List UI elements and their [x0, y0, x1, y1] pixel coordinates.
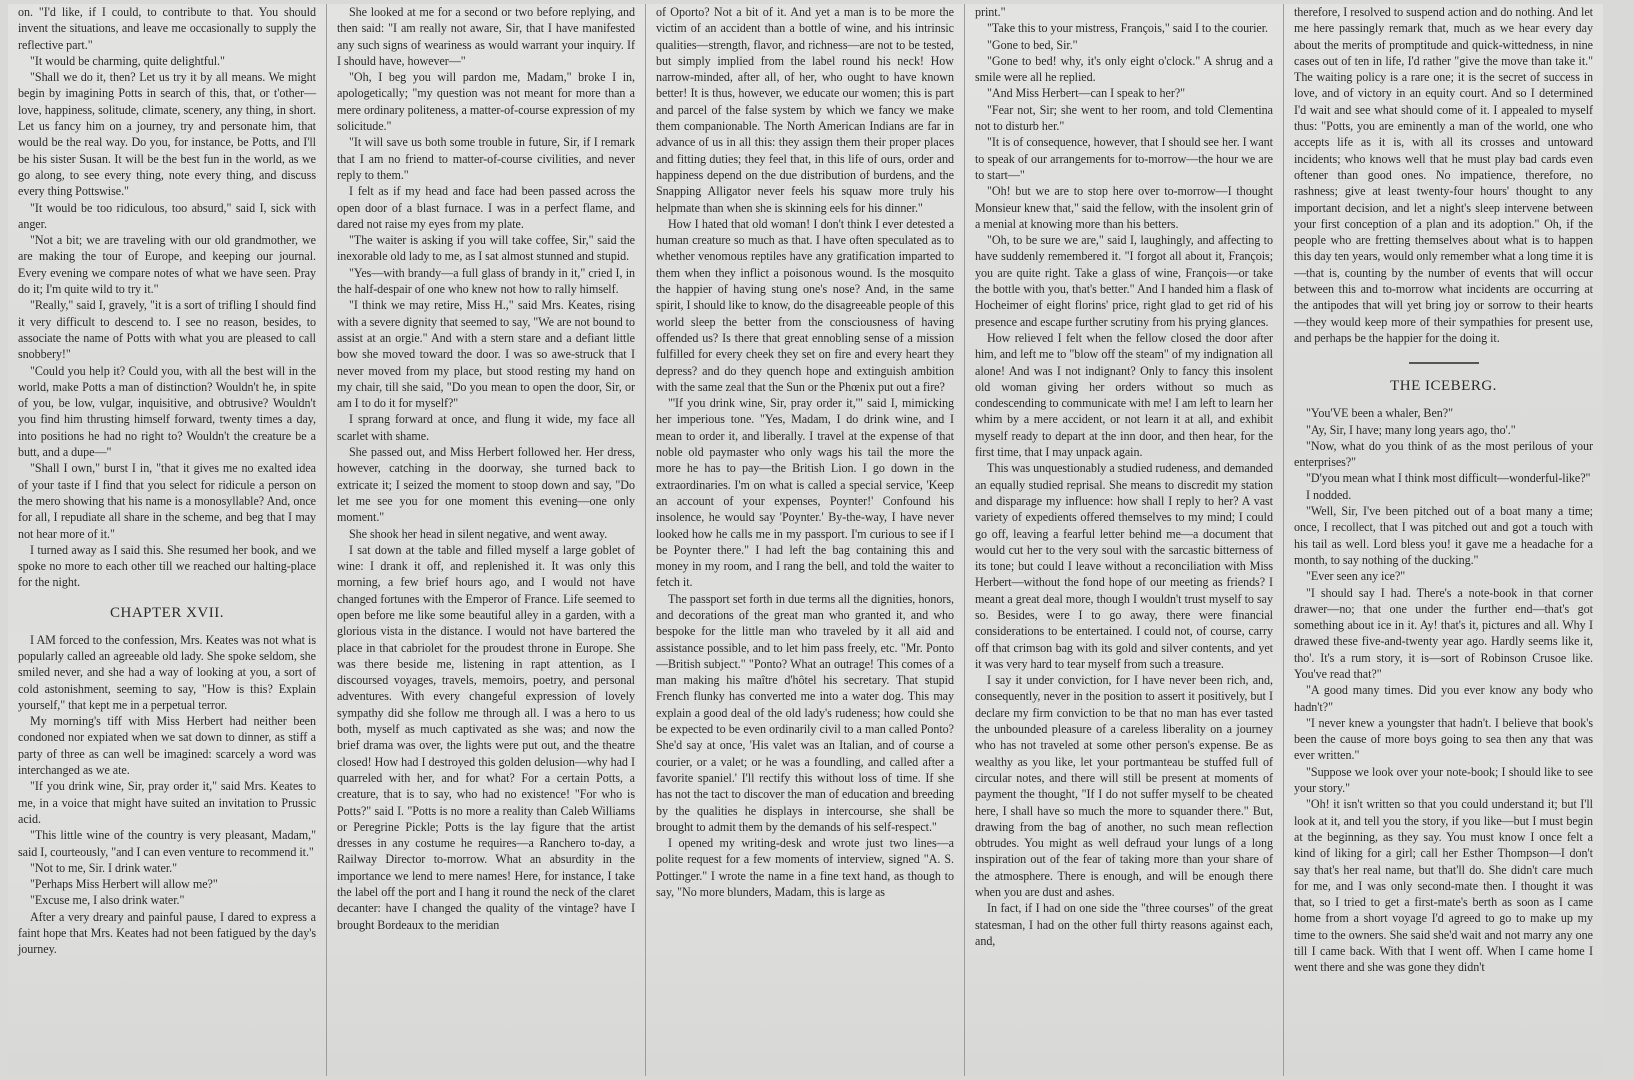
text-column-1	[8, 4, 327, 1076]
text-column-3	[646, 4, 965, 1076]
paragraph: print."	[975, 5, 1006, 19]
paragraph: "'If you drink wine, Sir, pray order it,'" said I, mimicking her imperious tone. "Yes, Madam, I do drink wine, and I mean to order it, and liberally. I travel at the expense of that noble old paymaster who only wags his tail the more the more he has to pay—the British Lion. I go down in the extraordinaries. I'm on what is called a special service, 'Keep an account of your expenses, Poynter!' Confound his insolence, he would say 'Poynter.' By-the-way, I have never looked how he calls me in my passport. I'm curious to see if I be Poynter there." I had left the bag containing this and money in my room, and I rang the bell, and told the waiter to fetch it.	[656, 396, 954, 590]
paragraph: "Gone to bed! why, it's only eight o'clock." A shrug and a smile were all he replied.	[975, 53, 1273, 85]
paragraph: I say it under conviction, for I have never been rich, and, consequently, never in the position to assert it positively, but I declare my firm conviction to be that no man has ever tasted the unbounded pleasure of a careless liberality on a journey who has not traveled at some other person's expense. Be as wealthy as you like, let your portmanteau be stuffed full of circular notes, and there will still be present at moments of payment the thought, "If I do not suffer myself to be cheated here, I shall have so much the more to squander there." But, drawing from the bag of another, no such mean reflection obtrudes. You might as well defraud your lungs of a long inspiration out of the fear of taking more than your share of the atmosphere. There is enough, and will be enough there when you are dust and ashes.	[975, 673, 1273, 900]
paragraph: "It would be charming, quite delightful."	[30, 53, 225, 68]
paragraph: "The waiter is asking if you will take coffee, Sir," said the inexorable old lady to me, as I sat almost stunned and stupid.	[337, 233, 635, 264]
paragraph: How relieved I felt when the fellow closed the door after him, and left me to "blow off the steam" of my indignation all alone! And was I not indignant? Only to fancy this insolent old woman giving her orders without so much as condescending to communicate with me! I am left to learn her whim by a mere accident, or not learn it at all, and exhibit myself ready to depart at the inn door, and then hear, for the first time, that I may unpack again.	[975, 330, 1273, 460]
paragraph: "It is of consequence, however, that I should see her. I want to speak of our arrangements for to-morrow—the hour we are to start—"	[975, 135, 1273, 182]
paragraph: After a very dreary and painful pause, I dared to express a faint hope that Mrs. Keates had not been fatigued by the day's journey.	[18, 909, 316, 957]
paragraph: "Gone to bed, Sir."	[987, 37, 1078, 52]
paragraph: She shook her head in silent negative, and went away.	[349, 526, 608, 541]
section-heading: CHAPTER XVII.	[110, 604, 224, 621]
paragraph: "Ever seen any ice?"	[1306, 569, 1406, 584]
paragraph: I turned away as I said this. She resumed her book, and we spoke no more to each other till we reached our halting-place for the night.	[18, 542, 316, 590]
paragraph: "Well, Sir, I've been pitched out of a boat many a time; once, I recollect, that I was pitched out and got a touch with his tail as well. Lord bless you! it gave me a headache for a month, to say nothing of the ducking."	[1294, 504, 1593, 567]
paragraph: I AM forced to the confession, Mrs. Keates was not what is popularly called an agreeable old lady. She spoke seldom, she smiled never, and she had a way of looking at you, a sort of cold astonishment, seeming to say, "How is this? Explain yourself," that kept me in a perpetual terror.	[18, 632, 316, 712]
paragraph: "Shall I own," burst I in, "that it gives me no exalted idea of your taste if I find that you select for ridicule a person on the mero showing that his name is a monosyllable? And, once for all, I repudiate all share in the scheme, and beg that I may not hear more of it."	[18, 461, 316, 541]
paragraph: therefore, I resolved to suspend action and do nothing. And let me here passingly remark that, much as we hear every day about the merits of promptitude and quick-wittedness, in nine cases out of ten in life, I'd rather "give the move than take it." The waiting policy is a rare one; it is the secret of success in love, and of victory in an equity court. And so I determined I'd wait and see what should come of it. I appealed to myself thus: "Potts, you are eminently a man of the world, one who accepts life as it is, with all its crosses and untoward incidents; who knows well that he must play bad cards even oftener than good ones. No impatience, therefore, no rashness; give at least twenty-four hours' thought to any important decision, and let a night's sleep intervene between your first conception of a plan and its adoption." Oh, if the people who are fretting themselves about what is to happen this day ten years, would only remember what a long time it is—that is, counting by the number of events that will occur between this and to-morrow what incidents are occurring at the antipodes that will yet bring joy or sorrow to their hearts—they would keep more of their sympathies for present use, and perhaps be the happier for the doing it.	[1294, 5, 1593, 345]
paragraph: "Oh! it isn't written so that you could understand it; but I'll look at it, and tell you the story, if you like—but I must begin at the beginning, as they say. You must know I once felt a kind of liking for a girl; call her Esther Thompson—I don't say that's her real name, but that'll do. She didn't care much for me, and I was only second-mate then. I thought it was that, so I tried to get a first-mate's berth as soon as I came home from a short voyage I'd agreed to go to make up my time to the owners. She said she'd wait and not marry any one till I came back. With that I went off. When I came home I went there and she was gone they didn't	[1294, 797, 1593, 975]
paragraph: "Fear not, Sir; she went to her room, and told Clementina not to disturb her."	[975, 102, 1273, 134]
paragraph: How I hated that old woman! I don't think I ever detested a human creature so much as that. I have often speculated as to whether venomous reptiles have any gratification imparted to them when they inflict a poisonous wound. Is the mosquito the happier of having stung one's nose? And, in the same spirit, I should like to know, do the disagreeable people of this world sleep the better from the consciousness of having offended us? Is there that great ennobling sense of a mission fulfilled for every cheek they set on fire and every heart they depress? and do they quench hope and extinguish ambition with the same zeal that the Sun or the Phœnix put out a fire?	[656, 216, 954, 394]
paragraph: This was unquestionably a studied rudeness, and demanded an equally studied reprisal. She means to discredit my station and disparage my influence: how shall I reply to her? A vast variety of expedients offered themselves to my mind; I could go off, leaving a fearful letter behind me—a document that would cut her to the very soul with the sarcastic bitterness of its tone; but could I leave without a reconciliation with Miss Herbert—without the fond hope of our meeting as friends? I meant a great deal more, though I wouldn't trust myself to say so. Besides, were I to go away, there were financial considerations to be entertained. I could not, of course, carry off that crimson bag with its gold and silver contents, and yet it was very hard to tear myself from such a treasure.	[975, 461, 1273, 671]
paragraph: "Oh! but we are to stop here over to-morrow—I thought Monsieur knew that," said the fellow, with the insolent grin of a menial at knowing more than his betters.	[975, 184, 1273, 231]
paragraph: "And Miss Herbert—can I speak to her?"	[987, 86, 1186, 101]
paragraph: "It would be too ridiculous, too absurd," said I, sick with anger.	[18, 200, 316, 231]
paragraph: of Oporto? Not a bit of it. And yet a man is to be more the victim of an accident than a bottle of wine, and his intrinsic qualities—strength, flavor, and richness—are not to be tested, but simply implied from the label round his neck! How narrow-minded, after all, of her, who ought to have known better! It is thus, however, we educate our women; this is part and parcel of the false system by which we fancy we make them companionable. The North American Indians are far in advance of us in all this: they assign them their proper places and fitting duties; they feel that, in this life of ours, order and happiness depend on the due distribution of burdens, and the Snapping Alligator never feels his squaw more truly his helpmate than when she is skinning eels for his dinner."	[656, 5, 954, 215]
paragraph: "Shall we do it, then? Let us try it by all means. We might begin by imagining Potts in search of this, that, or t'other—love, happiness, solitude, climate, scenery, any thing, in short. Let us fancy him on a journey, try and personate him, that would be the real way. Do you, for instance, be Potts, and I'll be his sister Susan. It will be the best fun in the world, as we go along, to see every thing, note every thing, and discuss every thing Pottswise."	[18, 70, 316, 199]
paragraph: "It will save us both some trouble in future, Sir, if I remark that I am no friend to matter-of-course civilities, and never reply to them."	[337, 135, 635, 182]
paragraph: I nodded.	[1306, 487, 1352, 502]
text-column-5	[1284, 4, 1603, 1076]
paragraph: on. "I'd like, if I could, to contribute to that. You should invent the situations, and leave me occasionally to supply the reflective part."	[18, 5, 316, 52]
paragraph: "You'VE been a whaler, Ben?"	[1306, 406, 1453, 421]
paragraph: The passport set forth in due terms all the dignities, honors, and decorations of the great man who granted it, and who bespoke for the little man who traveled by it all aid and assistance possible, and to let him pass freely, etc. "Mr. Ponto—British subject." "Ponto? What an outrage! This comes of a man making his maître d'hôtel his secretary. That stupid French flunky has converted me into a water dog. This may explain a good deal of the old lady's rudeness; how could she be expected to be even ordinarily civil to a man called Ponto? She'd say at once, 'His valet was an Italian, and of course a courier, or a valet; or he was a foundling, and called after a favorite spaniel.' I'll rectify this without loss of time. If she has not the tact to discover the man of education and breeding by the qualities he displays in intercourse, she shall be brought to admit them by the demands of his self-respect."	[656, 591, 954, 834]
paragraph: "I should say I had. There's a note-book in that corner drawer—no; that one under the further end—that's got something about ice in it. Ay! that's it, pictures and all. Why I drawed these five-and-twenty year ago. Hardly seems like it, tho'. It's a rum story, it is—sort of Robinson Crusoe like. You've read that?"	[1294, 585, 1593, 681]
paragraph: She passed out, and Miss Herbert followed her. Her dress, however, catching in the doorway, she turned back to extricate it; I seized the moment to stoop down and say, "Do let me see you for one moment this evening—one only moment."	[337, 445, 635, 525]
paragraph: "I think we may retire, Miss H.," said Mrs. Keates, rising with a severe dignity that seemed to say, "We are not bound to assist at an orgie." And with a stern stare and a defiant little bow she moved toward the door. I was so awe-struck that I never moved from my place, but stood resting my hand on my chair, till she said, "Do you mean to open the door, Sir, or am I to do it for myself?"	[337, 298, 635, 411]
paragraph: "Not a bit; we are traveling with our old grandmother, we are making the tour of Europe, and keeping our journal. Every evening we compare notes of what we have seen. Pray do it; I'm quite wild to try it."	[18, 233, 316, 297]
paragraph: "Oh, I beg you will pardon me, Madam," broke I in, apologetically; "my question was not meant for more than a mere ordinary politeness, a matter-of-course expression of my solicitude."	[337, 70, 635, 134]
paragraph: "Excuse me, I also drink water."	[30, 893, 185, 908]
paragraph: "Not to me, Sir. I drink water."	[30, 860, 177, 875]
paragraph: In fact, if I had on one side the "three courses" of the great statesman, I had on the other full thirty reasons against each, and,	[975, 901, 1273, 948]
section-divider	[1409, 362, 1479, 364]
paragraph: "Really," said I, gravely, "it is a sort of trifling I should find it very difficult to descend to. I see no reason, besides, to associate the name of Potts with what you are pleased to call snobbery!"	[18, 298, 316, 362]
newspaper-page	[8, 4, 1626, 1076]
paragraph: I sat down at the table and filled myself a large goblet of wine: I drank it off, and replenished it. It was only this morning, a few brief hours ago, and I would not have changed fortunes with the Emperor of France. Life seemed to open before me like some beautiful alley in a garden, with a glorious vista in the distance. I would not have bartered the place in that cabriolet for the proudest throne in Europe. She was there beside me, listening in rapt attention, as I discoursed voyages, travels, memoirs, poetry, and personal adventures. With every changeful expression of lovely sympathy did she follow me through all. I was a hero to us both, myself as much captivated as she was; and now the brief drama was over, the lights were put out, and the theatre closed! How had I destroyed this golden delusion—why had I quarreled with her, and for what? For a certain Potts, a creature, that is to say, who had no existence! "For who is Potts?" said I. "Potts is no more a reality than Caleb Williams or Peregrine Pickle; Potts is the lay figure that the artist dresses in any costume he requires—a Ranchero to-day, a Railway Director to-morrow. What an absurdity in the importance we lend to mere names! Here, for instance, I take the label off the port and I hang it round the neck of the claret decanter: have I changed the quality of the vintage? have I brought Bordeaux to the meridian	[337, 542, 635, 932]
paragraph: "Suppose we look over your note-book; I should like to see your story."	[1294, 764, 1593, 796]
paragraph: I sprang forward at once, and flung it wide, my face all scarlet with shame.	[337, 412, 635, 443]
paragraph: "If you drink wine, Sir, pray order it," said Mrs. Keates to me, in a voice that might have suited an invitation to Prussic acid.	[18, 779, 316, 826]
paragraph: "This little wine of the country is very pleasant, Madam," said I, courteously, "and I can even venture to recommend it."	[18, 828, 316, 859]
paragraph: "Could you help it? Could you, with all the best will in the world, make Potts a man of distinction? Wouldn't he, in spite of you, be low, vulgar, inquisitive, and obtrusive? Wouldn't you find him thrusting himself forward, twenty times a day, into positions he had no right to? Wouldn't the creature be a butt, and a dupe—"	[18, 363, 316, 460]
paragraph: "D'you mean what I think most difficult—wonderful-like?"	[1306, 471, 1591, 486]
paragraph: My morning's tiff with Miss Herbert had neither been condoned nor expiated when we sat down to dinner, as stiff a party of three as can well be imagined: scarcely a word was interchanged as we ate.	[18, 714, 316, 778]
paragraph: I opened my writing-desk and wrote just two lines—a polite request for a few moments of interview, signed "A. S. Pottinger." I wrote the name in a fine text hand, as though to say, "No more blunders, Madam, this is large as	[656, 836, 954, 900]
paragraph: "I never knew a youngster that hadn't. I believe that book's been the cause of more boys going to sea then any that was ever written."	[1294, 715, 1593, 763]
text-column-2	[327, 4, 646, 1076]
paragraph: "Ay, Sir, I have; many long years ago, tho'."	[1306, 422, 1516, 437]
paragraph: She looked at me for a second or two before replying, and then said: "I am really not aware, Sir, that I have manifested any such signs of weariness as would warrant your inquiry. If I should have, however—"	[337, 5, 635, 68]
section-heading: THE ICEBERG.	[1390, 378, 1497, 395]
paragraph: "Perhaps Miss Herbert will allow me?"	[30, 877, 218, 892]
paragraph: I felt as if my head and face had been passed across the open door of a blast furnace. I was in a perfect flame, and dared not raise my eyes from my plate.	[337, 184, 635, 231]
paragraph: "Oh, to be sure we are," said I, laughingly, and affecting to have suddenly remembered it. "I forgot all about it, François; you are quite right. Take a glass of wine, François—or take the bottle with you, that's better." And I handed him a flask of Hocheimer of eight florins' price, right glad to get rid of his presence and escape further scrutiny from his prying glances.	[975, 233, 1273, 329]
paragraph: "Yes—with brandy—a full glass of brandy in it," cried I, in the half-despair of one who knew not how to rally himself.	[337, 265, 635, 297]
paragraph: "Now, what do you think of as the most perilous of your enterprises?"	[1294, 438, 1593, 470]
text-column-4	[965, 4, 1284, 1076]
paragraph: "Take this to your mistress, François," said I to the courier.	[987, 21, 1269, 36]
paragraph: "A good many times. Did you ever know any body who hadn't?"	[1294, 683, 1593, 714]
